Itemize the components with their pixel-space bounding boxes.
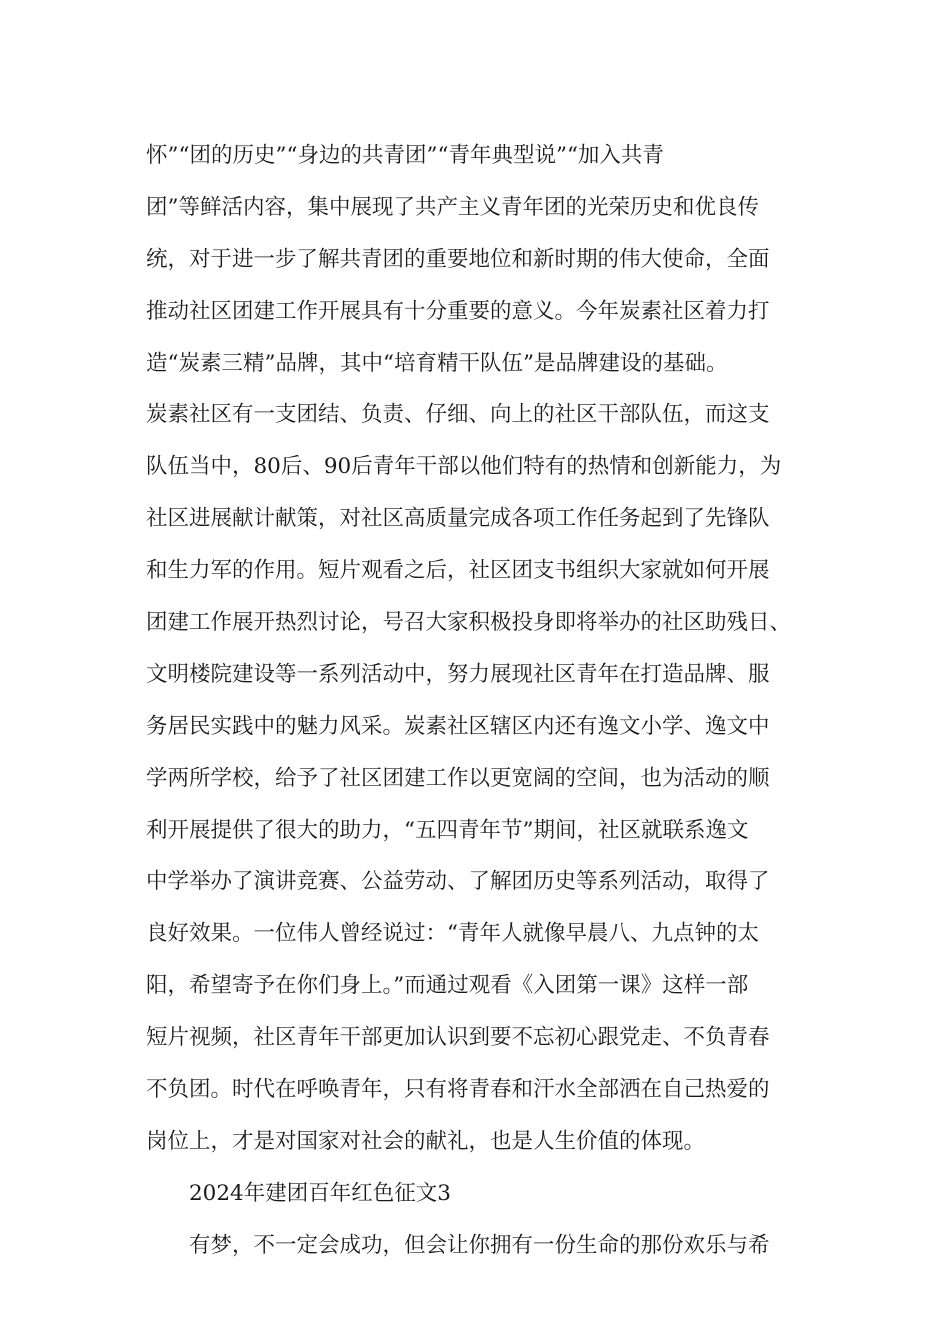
body-line-10: 团建工作展开热烈讨论，号召大家积极投身即将举办的社区助残日、 [146,610,792,636]
body-line-9: 和生力军的作用。短片观看之后，社区团支书组织大家就如何开展 [146,558,770,584]
body-line-5: 造“炭素三精”品牌，其中“培育精干队伍”是品牌建设的基础。 [146,350,728,376]
body-line-6: 炭素社区有一支团结、负责、仔细、向上的社区干部队伍，而这支 [146,402,770,428]
body-line-4: 推动社区团建工作开展具有十分重要的意义。今年炭素社区着力打 [146,298,770,324]
section-heading: 2024年建团百年红色征文3 [189,1180,451,1206]
body-line-15: 中学举办了演讲竞赛、公益劳动、了解团历史等系列活动，取得了 [146,869,770,895]
body-line-12: 务居民实践中的魅力风采。炭素社区辖区内还有逸文小学、逸文中 [146,713,770,739]
body-line-13: 学两所学校，给予了社区团建工作以更宽阔的空间，也为活动的顺 [146,765,770,791]
body-line-8: 社区进展献计献策，对社区高质量完成各项工作任务起到了先锋队 [146,506,770,532]
body-line-1: 怀”“团的历史”“身边的共青团”“青年典型说”“加入共青 [146,143,664,168]
body-line-17: 阳，希望寄予在你们身上。”而通过观看《入团第一课》这样一部 [146,973,749,999]
body-line-3: 统，对于进一步了解共青团的重要地位和新时期的伟大使命，全面 [146,246,770,272]
body-line-18: 短片视频，社区青年干部更加认识到要不忘初心跟党走、不负青春 [146,1025,770,1051]
body-line-14: 利开展提供了很大的助力，“五四青年节”期间，社区就联系逸文 [146,817,749,843]
body-line-19: 不负团。时代在呼唤青年，只有将青春和汗水全部洒在自己热爱的 [146,1077,770,1103]
body-line-7: 队伍当中，80后、90后青年干部以他们特有的热情和创新能力，为 [146,454,782,480]
body-line-11: 文明楼院建设等一系列活动中，努力展现社区青年在打造品牌、服 [146,661,770,687]
next-paragraph-line: 有梦，不一定会成功，但会让你拥有一份生命的那份欢乐与希 [189,1232,770,1258]
body-line-20: 岗位上，才是对国家对社会的献礼，也是人生价值的体现。 [146,1128,706,1154]
document-body [146,130,816,1272]
body-line-2: 团”等鲜活内容，集中展现了共产主义青年团的光荣历史和优良传 [146,194,759,220]
body-line-16: 良好效果。一位伟人曾经说过：“青年人就像早晨八、九点钟的太 [146,921,759,947]
